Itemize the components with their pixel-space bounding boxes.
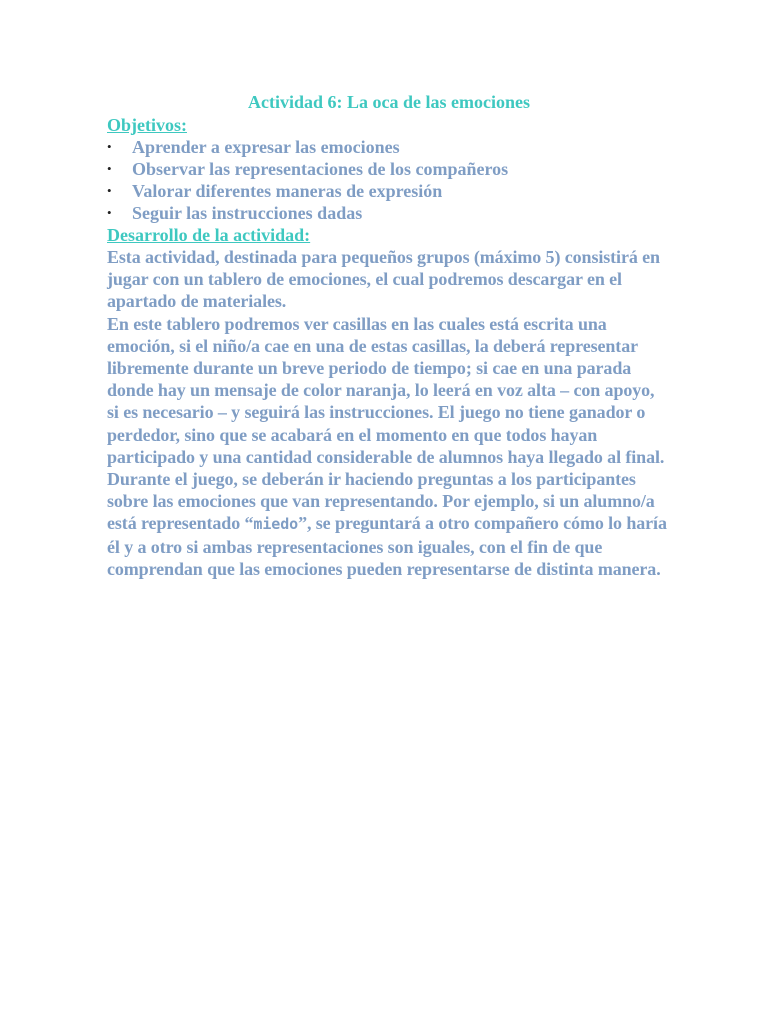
emotion-example: miedo	[253, 515, 299, 534]
objective-text: Aprender a expresar las emociones	[132, 137, 400, 157]
objective-text: Valorar diferentes maneras de expresión	[132, 181, 443, 201]
bullet-icon: •	[107, 205, 112, 220]
objective-text: Observar las representaciones de los compañeros	[132, 159, 509, 179]
paragraph-intro: Esta actividad, destinada para pequeños grupos (máximo 5) consistirá en jugar con un tablero de emociones, el cual podremos descargar en el apartado de materiales.	[107, 247, 660, 312]
bullet-icon: •	[107, 161, 112, 176]
objective-item	[107, 136, 667, 158]
objectives-heading: Objetivos:	[107, 115, 187, 135]
objective-item	[107, 180, 667, 202]
paragraph-board: En este tablero podremos ver casillas en las cuales está escrita una emoción, si el niño/a cae en una de estas casillas, la deberá representar libremente durante un breve periodo de tiempo; si cae en una parada donde hay un mensaje de color naranja, lo leerá en voz alta – con apoyo, si es necesario – y seguirá las instrucciones. El juego no tiene ganador o perdedor, sino que se acabará en el momento en que todos hayan participado y una cantidad considerable de alumnos haya llegado al final.	[107, 313, 665, 467]
bullet-icon: •	[107, 139, 112, 154]
paragraph-questions-end: ”, se preguntará a otro compañero cómo lo haría él y a otro si ambas representaciones son iguales, con el fin de que comprendan que las emociones pueden representarse de distinta manera.	[107, 513, 667, 579]
page-title: Actividad 6: La oca de las emociones	[248, 92, 530, 112]
objectives-list	[107, 136, 667, 224]
document-page	[107, 90, 667, 580]
objective-text: Seguir las instrucciones dadas	[132, 203, 363, 223]
paragraph-questions-start: Durante el juego, se deberán ir haciendo preguntas a los participantes sobre las emociones que van representando. Por ejemplo, si un alumno/a está representado “	[107, 469, 655, 534]
bullet-icon: •	[107, 183, 112, 198]
paragraph-questions	[107, 468, 667, 580]
development-heading: Desarrollo de la actividad:	[107, 225, 311, 245]
objective-item	[107, 202, 667, 224]
objective-item	[107, 158, 667, 180]
